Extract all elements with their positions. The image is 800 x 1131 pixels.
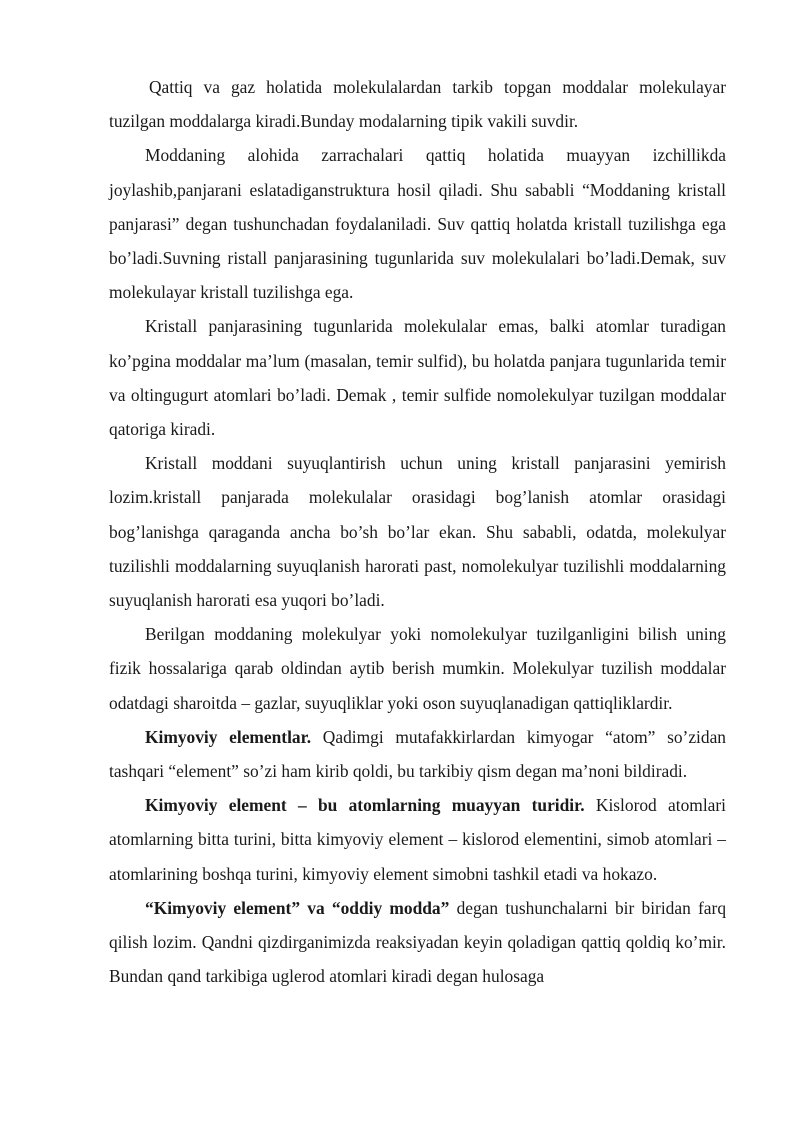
heading-chemical-elements: Kimyoviy elementlar. — [145, 726, 312, 747]
paragraph-crystal-lattice: Moddaning alohida zarrachalari qattiq holatida muayyan izchillikda joylashib,panjarani eslatadiganstruktura hosil qiladi. Shu sababli “Moddaning kristall panjarasi” degan tushunchadan foydalaniladi. Suv qattiq holatda kristall tuzilishga ega bo’ladi.Suvning ristall panjarasining tugunlarida suv molekulalari bo’ladi.Demak, suv molekulayar kristall tuzilishga ega. — [109, 145, 726, 303]
definition-chemical-element: Kimyoviy element – bu atomlarning muayyan turidir. — [145, 795, 585, 816]
paragraph-chemical-elements-text: Qadimgi mutafakkirlardan kimyogar “atom” so’zidan tashqari “element” so’zi ham kirib qoldi, bu tarkibiy qism degan ma’noni bildiradi. — [109, 726, 726, 782]
paragraph-element-vs-substance-text: degan tushunchalarni bir biridan farq qilish lozim. Qandni qizdirganimizda reaksiyadan keyin qoladigan qattiq qoldiq ko’mir. Bundan qand tarkibiga uglerod atomlari kiradi degan hulosaga — [109, 897, 727, 987]
paragraph-element-definition — [109, 788, 726, 891]
paragraph-iron-sulfide: Kristall panjarasining tugunlarida molekulalar emas, balki atomlar turadigan ko’pgina moddalar ma’lum (masalan, temir sulfid), bu holatda panjara tugunlarida temir va oltingugurt atomlari bo’ladi. Demak , temir sulfide nomolekulyar tuzilgan moddalar qatoriga kiradi. — [109, 316, 726, 440]
term-element-vs-substance: “Kimyoviy element” va “oddiy modda” — [145, 897, 450, 918]
paragraph-element-vs-substance — [109, 891, 726, 994]
document-page — [109, 70, 726, 993]
paragraph-element-definition-text: Kislorod atomlari atomlarning bitta turini, bitta kimyoviy element – kislorod elementini, simob atomlari – atomlarining boshqa turini, kimyoviy element simobni tashkil etadi va hokazo. — [109, 795, 726, 884]
paragraph-melting: Kristall moddani suyuqlantirish uchun uning kristall panjarasini yemirish lozim.kristall panjarada molekulalar orasidagi bog’lanish atomlar orasidagi bog’lanishga qaraganda ancha bo’sh bo’lar ekan. Shu sababli, odatda, molekulyar tuzilishli moddalarning suyuqlanish harorati past, nomolekulyar tuzilishli moddalarning suyuqlanish harorati esa yuqori bo’ladi. — [109, 453, 726, 611]
paragraph-molecular-substances: Qattiq va gaz holatida molekulalardan tarkib topgan moddalar molekulayar tuzilgan moddalarga kiradi.Bunday modalarning tipik vakili suvdir. — [109, 77, 726, 132]
paragraph-chemical-elements — [109, 720, 726, 788]
paragraph-physical-properties: Berilgan moddaning molekulyar yoki nomolekulyar tuzilganligini bilish uning fizik hossalariga qarab oldindan aytib berish mumkin. Molekulyar tuzilish moddalar odatdagi sharoitda – gazlar, suyuqliklar yoki oson suyuqlanadigan qattiqliklardir. — [109, 624, 726, 713]
